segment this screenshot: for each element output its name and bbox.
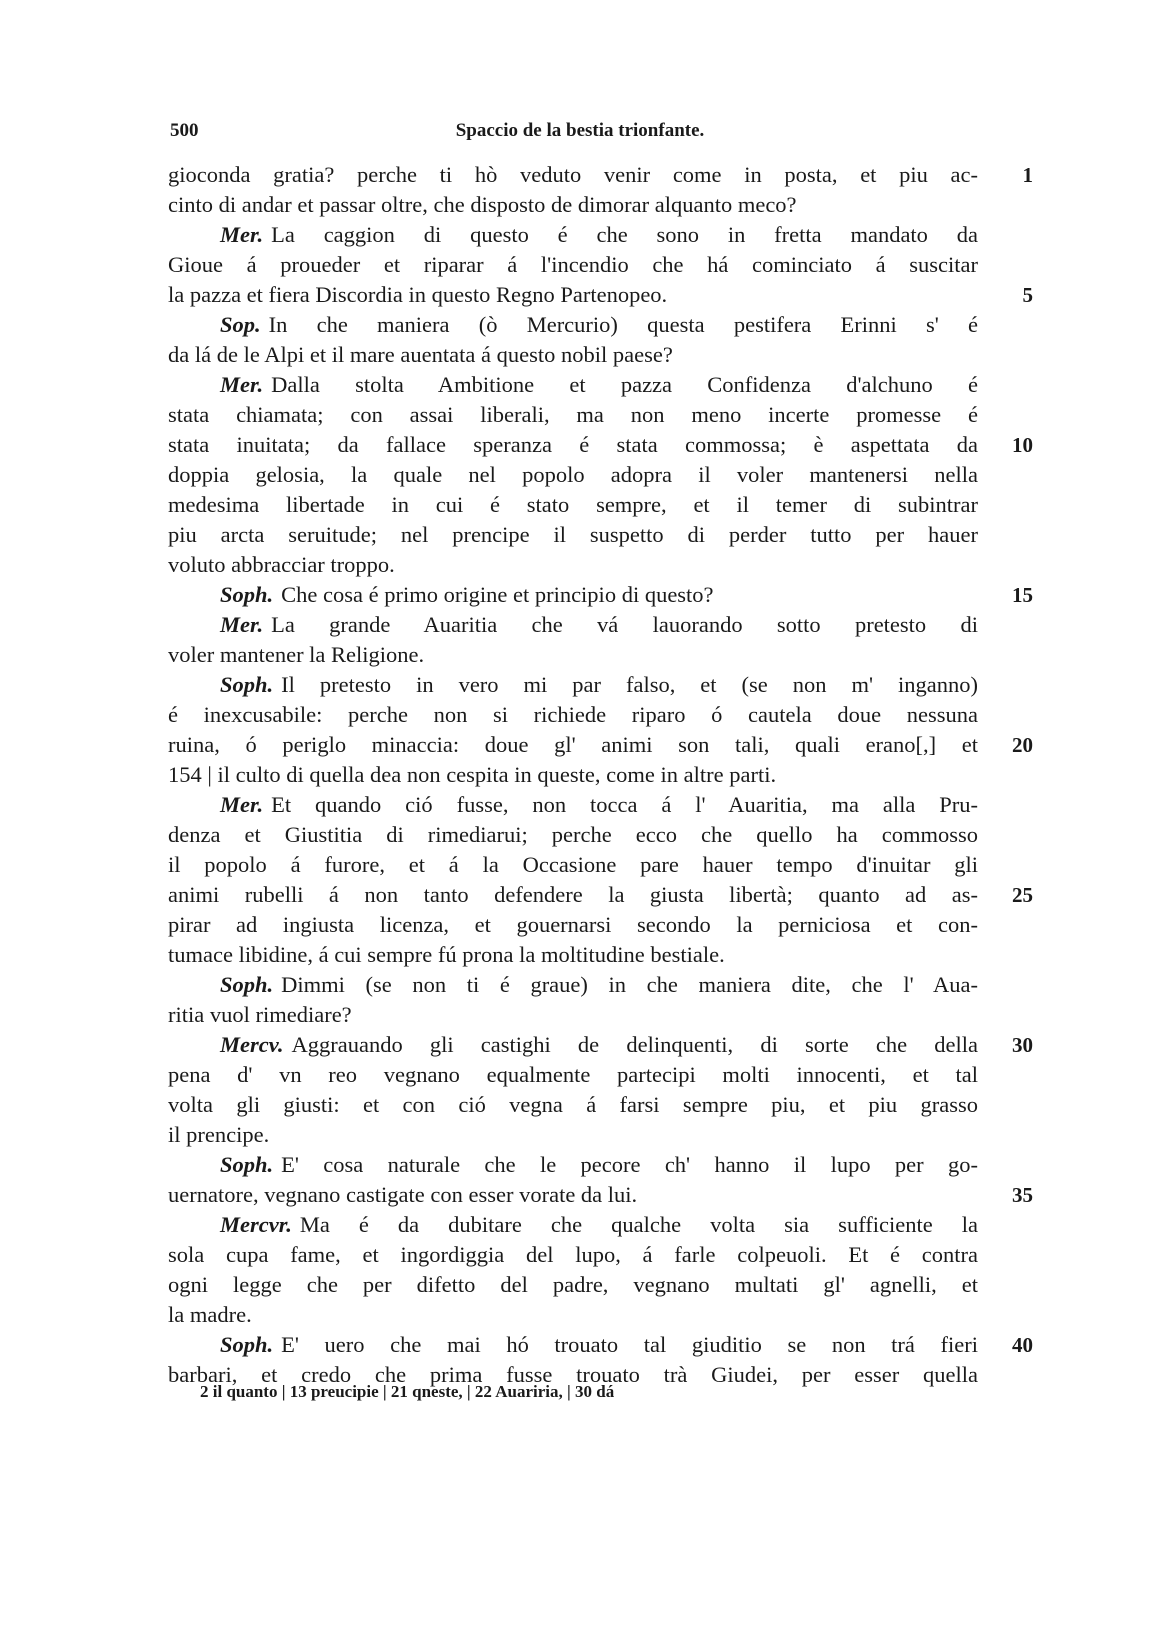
text-line bbox=[168, 1210, 978, 1240]
line-content: piu arcta seruitude; nel prencipe il suspetto di perder tutto per hauer bbox=[168, 522, 978, 547]
line-text bbox=[168, 1270, 978, 1300]
text-line bbox=[168, 640, 978, 670]
line-content: uernatore, vegnano castigate con esser vorate da lui. bbox=[168, 1182, 638, 1207]
text-line bbox=[168, 550, 978, 580]
line-text bbox=[168, 610, 978, 640]
line-content: pirar ad ingiusta licenza, et gouernarsi secondo la perniciosa et con- bbox=[168, 912, 978, 937]
line-text bbox=[168, 1030, 978, 1060]
line-text bbox=[168, 580, 978, 610]
text-line bbox=[168, 490, 978, 520]
line-content: Gioue á proueder et riparar á l'incendio che há cominciato á suscitar bbox=[168, 252, 978, 277]
text-line bbox=[168, 760, 978, 790]
speaker-name: Soph. bbox=[220, 672, 274, 697]
speaker-name: Soph. bbox=[220, 582, 274, 607]
line-content: da lá de le Alpi et il mare auentata á questo nobil paese? bbox=[168, 342, 673, 367]
line-text bbox=[168, 220, 978, 250]
line-number: 25 bbox=[1012, 883, 1033, 907]
text-line bbox=[168, 970, 978, 1000]
line-content: animi rubelli á non tanto defendere la giusta libertà; quanto ad as- bbox=[168, 882, 978, 907]
text-line bbox=[168, 310, 978, 340]
line-text bbox=[168, 550, 978, 580]
line-text bbox=[168, 400, 978, 430]
line-content: barbari, et credo che prima fusse trouato trà Giudei, per esser quella bbox=[168, 1362, 978, 1387]
running-title: Spaccio de la bestia trionfante. bbox=[455, 120, 705, 141]
speaker-name: Soph. bbox=[220, 1152, 274, 1177]
text-line bbox=[168, 1090, 978, 1120]
line-number: 20 bbox=[1012, 733, 1033, 757]
line-content: ruina, ó periglo minaccia: doue gl' animi son tali, quali erano[,] et bbox=[168, 732, 978, 757]
text-line bbox=[168, 880, 1033, 910]
line-number: 40 bbox=[1012, 1333, 1033, 1357]
text-line bbox=[168, 670, 978, 700]
line-number: 5 bbox=[1022, 283, 1033, 307]
footnote: 2 il quanto | 13 preucipie | 21 qneste, | 22 Auariria, | 30 dá bbox=[200, 1382, 615, 1401]
line-text bbox=[168, 1330, 978, 1360]
text-line bbox=[168, 1270, 978, 1300]
line-content: voluto abbracciar troppo. bbox=[168, 552, 395, 577]
line-text bbox=[168, 730, 978, 760]
line-content: medesima libertade in cui é stato sempre, et il temer di subintrar bbox=[168, 492, 978, 517]
line-content: la madre. bbox=[168, 1302, 252, 1327]
line-content: cinto di andar et passar oltre, che disposto de dimorar alquanto meco? bbox=[168, 192, 797, 217]
line-content: E' uero che mai hó trouato tal giuditio se non trá fieri bbox=[281, 1332, 978, 1357]
line-text bbox=[168, 160, 978, 190]
line-text bbox=[168, 1210, 978, 1240]
line-content: la pazza et fiera Discordia in questo Regno Partenopeo. bbox=[168, 282, 668, 307]
line-content: Ma é da dubitare che qualche volta sia sufficiente la bbox=[299, 1212, 978, 1237]
speaker-name: Mer. bbox=[220, 612, 264, 637]
line-text bbox=[168, 1060, 978, 1090]
line-text bbox=[168, 670, 978, 700]
line-content: In che maniera (ò Mercurio) questa pestifera Erinni s' é bbox=[268, 312, 978, 337]
line-number: 15 bbox=[1012, 583, 1033, 607]
text-line bbox=[168, 910, 978, 940]
text-line bbox=[168, 190, 978, 220]
line-text bbox=[168, 1180, 978, 1210]
text-line bbox=[168, 1060, 978, 1090]
line-text bbox=[168, 1300, 978, 1330]
line-text bbox=[168, 850, 978, 880]
line-content: doppia gelosia, la quale nel popolo adopra il voler mantenersi nella bbox=[168, 462, 978, 487]
line-text bbox=[168, 1000, 978, 1030]
line-text bbox=[168, 1240, 978, 1270]
line-content: ritia vuol rimediare? bbox=[168, 1002, 352, 1027]
speaker-name: Mercv. bbox=[220, 1032, 284, 1057]
line-content: sola cupa fame, et ingordiggia del lupo, á farle colpeuoli. Et é contra bbox=[168, 1242, 978, 1267]
line-text bbox=[168, 490, 978, 520]
line-text bbox=[168, 340, 978, 370]
text-line bbox=[168, 370, 978, 400]
text-line bbox=[168, 400, 978, 430]
line-number: 30 bbox=[1012, 1033, 1033, 1057]
text-line bbox=[168, 160, 1033, 190]
text-line bbox=[168, 850, 978, 880]
line-text bbox=[168, 370, 978, 400]
line-content: voler mantener la Religione. bbox=[168, 642, 425, 667]
speaker-name: Mer. bbox=[220, 792, 264, 817]
text-line bbox=[168, 430, 1033, 460]
line-content: Dalla stolta Ambitione et pazza Confidenza d'alchuno é bbox=[271, 372, 978, 397]
line-text bbox=[168, 760, 978, 790]
text-line bbox=[168, 730, 1033, 760]
page-number: 500 bbox=[170, 120, 199, 141]
text-line bbox=[168, 1030, 1033, 1060]
text-line bbox=[168, 1000, 978, 1030]
line-content: tumace libidine, á cui sempre fú prona la moltitudine bestiale. bbox=[168, 942, 725, 967]
line-text bbox=[168, 790, 978, 820]
line-content: Il pretesto in vero mi par falso, et (se non m' inganno) bbox=[281, 672, 978, 697]
text-line bbox=[168, 220, 978, 250]
line-content: E' cosa naturale che le pecore ch' hanno il lupo per go- bbox=[281, 1152, 978, 1177]
line-text bbox=[168, 1150, 978, 1180]
line-text bbox=[168, 250, 978, 280]
line-content: La caggion di questo é che sono in fretta mandato da bbox=[271, 222, 978, 247]
line-text bbox=[168, 940, 978, 970]
line-content: denza et Giustitia di rimediarui; perche ecco che quello ha commosso bbox=[168, 822, 978, 847]
line-content: pena d' vn reo vegnano equalmente partecipi molti innocenti, et tal bbox=[168, 1062, 978, 1087]
line-content: stata inuitata; da fallace speranza é stata commossa; è aspettata da bbox=[168, 432, 978, 457]
text-line bbox=[168, 790, 978, 820]
line-content: il prencipe. bbox=[168, 1122, 270, 1147]
speaker-name: Mercvr. bbox=[220, 1212, 292, 1237]
text-line bbox=[168, 700, 978, 730]
line-content: Et quando ció fusse, non tocca á l' Auaritia, ma alla Pru- bbox=[271, 792, 978, 817]
line-content: il popolo á furore, et á la Occasione pare hauer tempo d'inuitar gli bbox=[168, 852, 978, 877]
running-header bbox=[170, 120, 990, 148]
line-content: Aggrauando gli castighi de delinquenti, di sorte che della bbox=[291, 1032, 978, 1057]
text-line bbox=[168, 1300, 978, 1330]
line-content: 154 | il culto di quella dea non cespita in queste, come in altre parti. bbox=[168, 762, 777, 787]
text-line bbox=[168, 250, 978, 280]
speaker-name: Sop. bbox=[220, 312, 261, 337]
text-line bbox=[168, 520, 978, 550]
text-line bbox=[168, 940, 978, 970]
text-body bbox=[168, 160, 1033, 1390]
text-line bbox=[168, 610, 978, 640]
text-line bbox=[168, 1180, 1033, 1210]
line-text bbox=[168, 520, 978, 550]
line-text bbox=[168, 190, 978, 220]
line-text bbox=[168, 310, 978, 340]
line-text bbox=[168, 970, 978, 1000]
line-content: La grande Auaritia che vá lauorando sotto pretesto di bbox=[271, 612, 978, 637]
line-content: gioconda gratia? perche ti hò veduto venir come in posta, et piu ac- bbox=[168, 162, 978, 187]
line-text bbox=[168, 1120, 978, 1150]
line-text bbox=[168, 700, 978, 730]
text-line bbox=[168, 1330, 1033, 1360]
line-content: Che cosa é primo origine et principio di questo? bbox=[281, 582, 714, 607]
text-line bbox=[168, 280, 1033, 310]
speaker-name: Soph. bbox=[220, 1332, 274, 1357]
line-text bbox=[168, 430, 978, 460]
text-line bbox=[168, 580, 1033, 610]
line-text bbox=[168, 820, 978, 850]
text-line bbox=[168, 460, 978, 490]
text-line bbox=[168, 1120, 978, 1150]
line-content: stata chiamata; con assai liberali, ma non meno incerte promesse é bbox=[168, 402, 978, 427]
line-number: 35 bbox=[1012, 1183, 1033, 1207]
speaker-name: Mer. bbox=[220, 222, 264, 247]
line-content: é inexcusabile: perche non si richiede riparo ó cautela doue nessuna bbox=[168, 702, 978, 727]
text-line bbox=[168, 820, 978, 850]
line-content: Dimmi (se non ti é graue) in che maniera dite, che l' Aua- bbox=[281, 972, 978, 997]
line-text bbox=[168, 460, 978, 490]
text-line bbox=[168, 1150, 978, 1180]
line-number: 1 bbox=[1022, 163, 1033, 187]
line-text bbox=[168, 910, 978, 940]
line-content: ogni legge che per difetto del padre, vegnano multati gl' agnelli, et bbox=[168, 1272, 978, 1297]
text-line bbox=[168, 1240, 978, 1270]
line-text bbox=[168, 880, 978, 910]
speaker-name: Mer. bbox=[220, 372, 264, 397]
text-line bbox=[168, 340, 978, 370]
line-text bbox=[168, 1090, 978, 1120]
line-text bbox=[168, 640, 978, 670]
speaker-name: Soph. bbox=[220, 972, 274, 997]
line-content: volta gli giusti: et con ció vegna á farsi sempre piu, et piu grasso bbox=[168, 1092, 978, 1117]
line-text bbox=[168, 280, 978, 310]
line-number: 10 bbox=[1012, 433, 1033, 457]
